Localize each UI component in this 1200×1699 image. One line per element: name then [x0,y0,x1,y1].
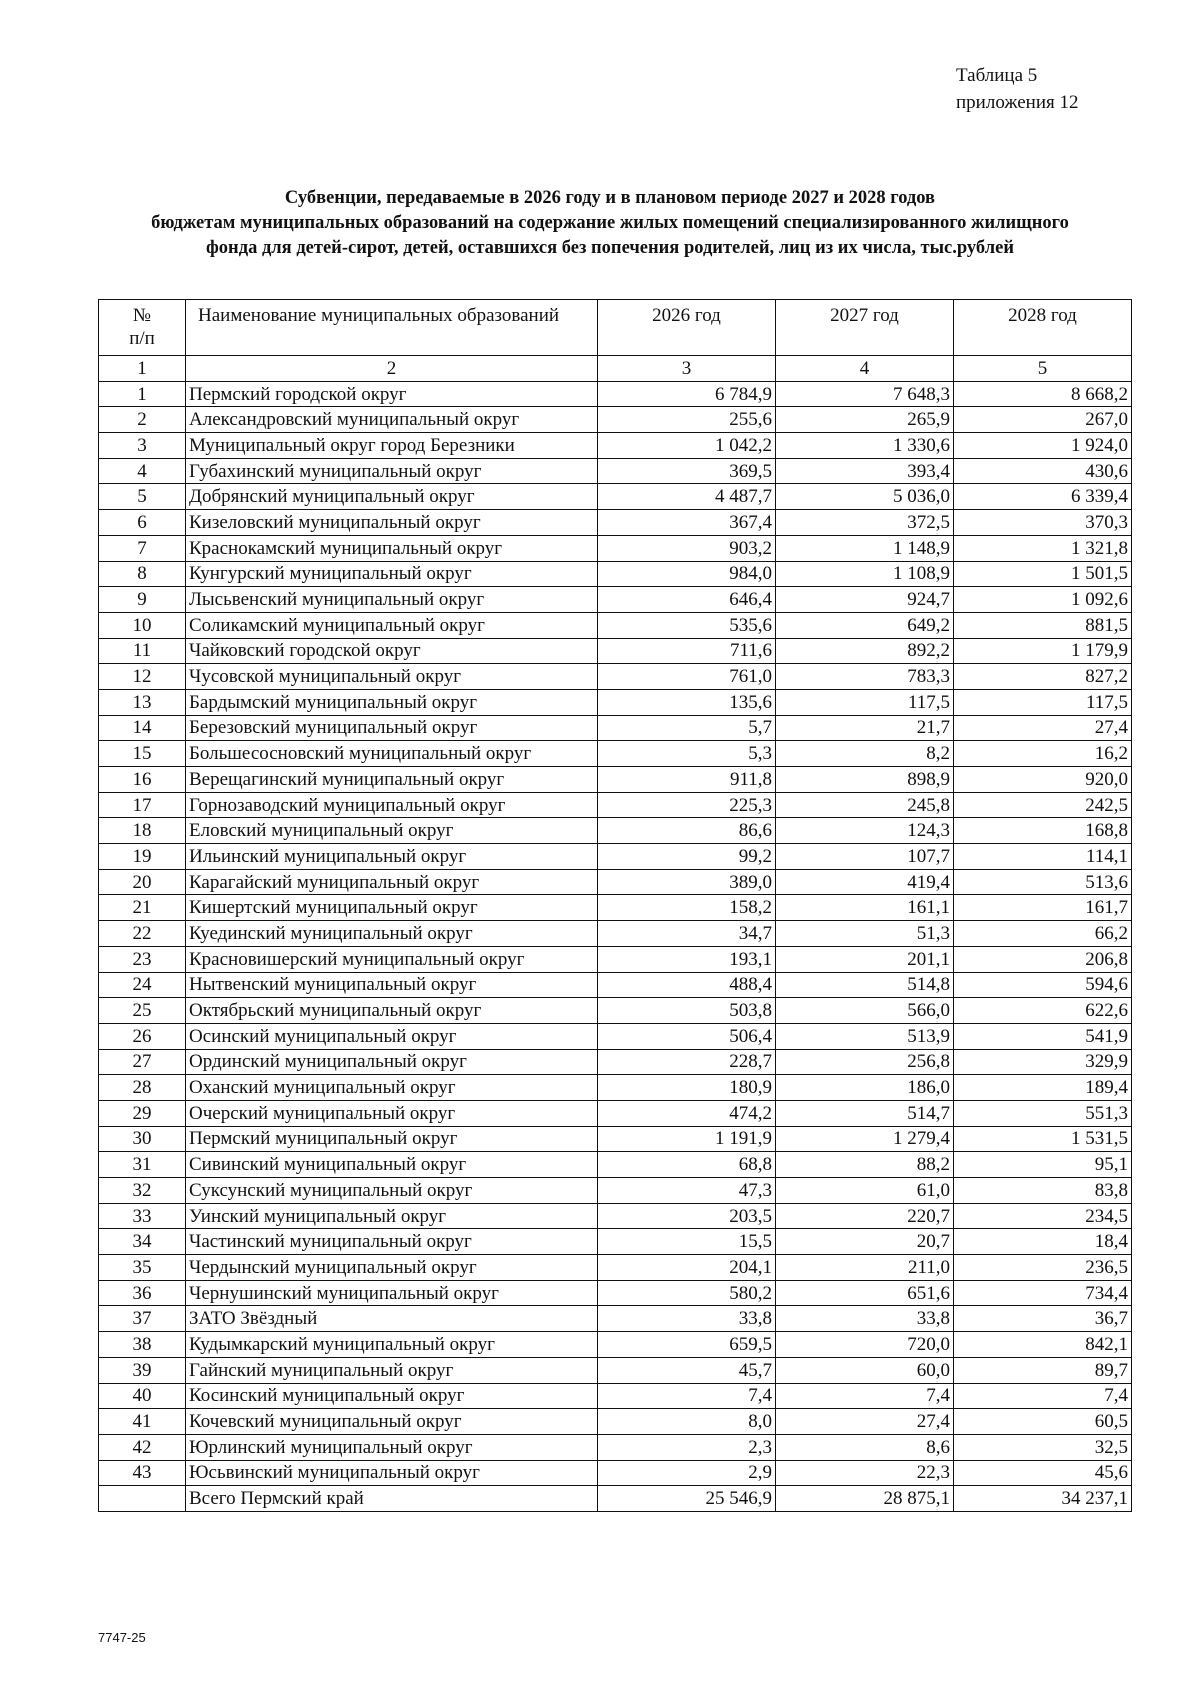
row-value-2026: 86,6 [598,818,776,844]
row-value-2028: 370,3 [954,510,1132,536]
table-row [99,1126,1132,1152]
header-number [99,300,186,356]
row-name: Кишертский муниципальный округ [186,895,598,921]
row-name: Частинский муниципальный округ [186,1229,598,1255]
row-name: Чердынский муниципальный округ [186,1255,598,1281]
row-number: 12 [99,664,186,690]
row-value-2026: 903,2 [598,535,776,561]
title-line-2: бюджетам муниципальных образований на содержание жилых помещений специализированного жилищного [151,213,1069,233]
row-value-2027: 124,3 [776,818,954,844]
column-index: 5 [954,356,1132,382]
row-number: 23 [99,946,186,972]
row-name: Нытвенский муниципальный округ [186,972,598,998]
row-value-2026: 99,2 [598,844,776,870]
row-name: Чернушинский муниципальный округ [186,1280,598,1306]
row-number: 13 [99,689,186,715]
row-value-2028: 168,8 [954,818,1132,844]
table-row [99,612,1132,638]
table-row [99,484,1132,510]
row-value-2027: 8,2 [776,741,954,767]
row-value-2026: 646,4 [598,587,776,613]
table-row [99,972,1132,998]
row-value-2026: 659,5 [598,1332,776,1358]
row-value-2027: 514,7 [776,1100,954,1126]
row-number: 2 [99,407,186,433]
row-value-2026: 255,6 [598,407,776,433]
row-number: 6 [99,510,186,536]
row-value-2026: 506,4 [598,1023,776,1049]
table-row [99,1332,1132,1358]
row-value-2027: 256,8 [776,1049,954,1075]
row-number: 1 [99,381,186,407]
row-value-2028: 1 179,9 [954,638,1132,664]
row-name: Юрлинский муниципальный округ [186,1434,598,1460]
row-value-2028: 45,6 [954,1460,1132,1486]
row-name: ЗАТО Звёздный [186,1306,598,1332]
row-name: Красновишерский муниципальный округ [186,946,598,972]
row-name: Куединский муниципальный округ [186,921,598,947]
row-value-2026: 711,6 [598,638,776,664]
row-value-2026: 474,2 [598,1100,776,1126]
row-value-2026: 1 042,2 [598,433,776,459]
row-value-2028: 1 531,5 [954,1126,1132,1152]
row-value-2028: 513,6 [954,869,1132,895]
row-value-2028: 206,8 [954,946,1132,972]
row-number: 21 [99,895,186,921]
row-value-2028: 32,5 [954,1434,1132,1460]
row-value-2026: 203,5 [598,1203,776,1229]
table-reference [956,62,1078,116]
table-body [99,300,1132,1512]
row-value-2028: 18,4 [954,1229,1132,1255]
row-value-2028: 734,4 [954,1280,1132,1306]
row-number: 9 [99,587,186,613]
row-value-2027: 211,0 [776,1255,954,1281]
row-value-2027: 27,4 [776,1409,954,1435]
row-name: Чайковский городской округ [186,638,598,664]
row-number: 19 [99,844,186,870]
row-value-2027: 28 875,1 [776,1486,954,1512]
row-name: Ординский муниципальный округ [186,1049,598,1075]
row-value-2027: 7,4 [776,1383,954,1409]
row-number: 29 [99,1100,186,1126]
header-2026: 2026 год [598,300,776,356]
row-name: Соликамский муниципальный округ [186,612,598,638]
table-row [99,1434,1132,1460]
table-number: Таблица 5 [956,65,1038,86]
row-value-2027: 1 108,9 [776,561,954,587]
row-value-2027: 7 648,3 [776,381,954,407]
row-number: 36 [99,1280,186,1306]
row-value-2026: 5,7 [598,715,776,741]
row-name: Сивинский муниципальный округ [186,1152,598,1178]
row-value-2028: 842,1 [954,1332,1132,1358]
row-number: 37 [99,1306,186,1332]
row-value-2027: 20,7 [776,1229,954,1255]
title-line-1: Субвенции, передаваемые в 2026 году и в плановом периоде 2027 и 2028 годов [284,188,936,208]
row-number: 30 [99,1126,186,1152]
table-row [99,1357,1132,1383]
row-name: Уинский муниципальный округ [186,1203,598,1229]
row-number: 18 [99,818,186,844]
table-row [99,1152,1132,1178]
row-value-2026: 5,3 [598,741,776,767]
row-number: 38 [99,1332,186,1358]
row-name: Кизеловский муниципальный округ [186,510,598,536]
row-value-2027: 33,8 [776,1306,954,1332]
row-value-2026: 4 487,7 [598,484,776,510]
row-name: Кунгурский муниципальный округ [186,561,598,587]
row-value-2027: 1 279,4 [776,1126,954,1152]
row-value-2027: 88,2 [776,1152,954,1178]
table-row [99,458,1132,484]
row-value-2027: 51,3 [776,921,954,947]
row-value-2027: 649,2 [776,612,954,638]
row-value-2026: 535,6 [598,612,776,638]
title-line-3: фонда для детей-сирот, детей, оставшихся без попечения родителей, лиц из их числа, тыс.рублей [206,238,1014,258]
row-value-2027: 8,6 [776,1434,954,1460]
row-value-2027: 107,7 [776,844,954,870]
row-name: Октябрьский муниципальный округ [186,998,598,1024]
row-number: 7 [99,535,186,561]
table-row [99,1460,1132,1486]
row-number [99,1486,186,1512]
row-value-2027: 720,0 [776,1332,954,1358]
row-value-2028: 8 668,2 [954,381,1132,407]
row-number: 8 [99,561,186,587]
row-name: Ильинский муниципальный округ [186,844,598,870]
header-number-symbol: № [132,305,152,326]
row-name: Карагайский муниципальный округ [186,869,598,895]
row-name: Оханский муниципальный округ [186,1075,598,1101]
row-value-2027: 1 330,6 [776,433,954,459]
row-value-2026: 369,5 [598,458,776,484]
row-name: Муниципальный округ город Березники [186,433,598,459]
row-value-2026: 984,0 [598,561,776,587]
table-row [99,869,1132,895]
row-value-2026: 488,4 [598,972,776,998]
row-number: 42 [99,1434,186,1460]
row-name: Верещагинский муниципальный округ [186,767,598,793]
table-row [99,689,1132,715]
table-row [99,1280,1132,1306]
row-name: Горнозаводский муниципальный округ [186,792,598,818]
row-value-2028: 6 339,4 [954,484,1132,510]
table-row [99,535,1132,561]
row-value-2027: 514,8 [776,972,954,998]
row-number: 39 [99,1357,186,1383]
table-row [99,946,1132,972]
table-row [99,1178,1132,1204]
row-number: 14 [99,715,186,741]
table-row [99,1229,1132,1255]
table-row [99,510,1132,536]
row-value-2027: 1 148,9 [776,535,954,561]
row-value-2026: 7,4 [598,1383,776,1409]
row-name: Добрянский муниципальный округ [186,484,598,510]
table-row [99,1049,1132,1075]
row-value-2027: 161,1 [776,895,954,921]
row-value-2028: 541,9 [954,1023,1132,1049]
row-value-2026: 47,3 [598,1178,776,1204]
row-number: 33 [99,1203,186,1229]
row-value-2026: 389,0 [598,869,776,895]
row-value-2026: 503,8 [598,998,776,1024]
row-value-2028: 329,9 [954,1049,1132,1075]
row-value-2026: 2,3 [598,1434,776,1460]
document-code: 7747-25 [98,1630,146,1645]
column-index: 2 [186,356,598,382]
table-row [99,1306,1132,1332]
row-name: Краснокамский муниципальный округ [186,535,598,561]
row-value-2026: 25 546,9 [598,1486,776,1512]
row-value-2028: 622,6 [954,998,1132,1024]
row-value-2028: 161,7 [954,895,1132,921]
row-number: 11 [99,638,186,664]
row-value-2026: 2,9 [598,1460,776,1486]
table-row [99,381,1132,407]
row-value-2027: 220,7 [776,1203,954,1229]
row-number: 20 [99,869,186,895]
row-name: Пермский городской округ [186,381,598,407]
row-value-2028: 1 092,6 [954,587,1132,613]
row-value-2026: 15,5 [598,1229,776,1255]
row-value-2026: 6 784,9 [598,381,776,407]
total-row [99,1486,1132,1512]
row-value-2028: 236,5 [954,1255,1132,1281]
column-index: 4 [776,356,954,382]
row-value-2027: 892,2 [776,638,954,664]
row-number: 25 [99,998,186,1024]
row-name: Очерский муниципальный округ [186,1100,598,1126]
table-row [99,1100,1132,1126]
document-title [90,186,1130,261]
subsidy-table [98,299,1132,1512]
table-row [99,741,1132,767]
row-value-2028: 430,6 [954,458,1132,484]
row-value-2026: 204,1 [598,1255,776,1281]
table-row [99,664,1132,690]
row-value-2026: 33,8 [598,1306,776,1332]
row-value-2028: 34 237,1 [954,1486,1132,1512]
row-value-2027: 5 036,0 [776,484,954,510]
table-row [99,895,1132,921]
row-value-2026: 45,7 [598,1357,776,1383]
row-value-2026: 761,0 [598,664,776,690]
row-number: 32 [99,1178,186,1204]
row-value-2026: 911,8 [598,767,776,793]
row-value-2028: 60,5 [954,1409,1132,1435]
row-value-2027: 372,5 [776,510,954,536]
row-name: Гайнский муниципальный округ [186,1357,598,1383]
row-name: Юсьвинский муниципальный округ [186,1460,598,1486]
row-value-2028: 267,0 [954,407,1132,433]
row-value-2028: 920,0 [954,767,1132,793]
row-value-2027: 22,3 [776,1460,954,1486]
row-value-2026: 8,0 [598,1409,776,1435]
row-value-2027: 651,6 [776,1280,954,1306]
row-value-2028: 117,5 [954,689,1132,715]
table-row [99,792,1132,818]
row-value-2028: 95,1 [954,1152,1132,1178]
row-value-2028: 27,4 [954,715,1132,741]
table-row [99,818,1132,844]
row-value-2026: 193,1 [598,946,776,972]
row-number: 4 [99,458,186,484]
header-2027: 2027 год [776,300,954,356]
table-row [99,998,1132,1024]
row-name: Лысьвенский муниципальный округ [186,587,598,613]
row-number: 40 [99,1383,186,1409]
column-index: 3 [598,356,776,382]
row-name: Большесосновский муниципальный округ [186,741,598,767]
row-value-2027: 61,0 [776,1178,954,1204]
row-name: Пермский муниципальный округ [186,1126,598,1152]
row-value-2028: 189,4 [954,1075,1132,1101]
table-row [99,715,1132,741]
row-name: Осинский муниципальный округ [186,1023,598,1049]
table-row [99,1023,1132,1049]
row-value-2026: 34,7 [598,921,776,947]
row-value-2028: 242,5 [954,792,1132,818]
table-header-row [99,300,1132,356]
row-number: 5 [99,484,186,510]
row-number: 27 [99,1049,186,1075]
row-value-2028: 16,2 [954,741,1132,767]
row-number: 41 [99,1409,186,1435]
row-value-2028: 83,8 [954,1178,1132,1204]
table-row [99,1075,1132,1101]
row-value-2028: 89,7 [954,1357,1132,1383]
table-row [99,1383,1132,1409]
row-value-2027: 783,3 [776,664,954,690]
row-number: 24 [99,972,186,998]
table-row [99,767,1132,793]
row-value-2026: 68,8 [598,1152,776,1178]
header-number-abbrev: п/п [129,328,155,349]
row-name: Губахинский муниципальный округ [186,458,598,484]
row-name: Бардымский муниципальный округ [186,689,598,715]
header-2028: 2028 год [954,300,1132,356]
column-index: 1 [99,356,186,382]
row-name: Кочевский муниципальный округ [186,1409,598,1435]
header-name: Наименование муниципальных образований [186,300,598,356]
table-row [99,1409,1132,1435]
row-value-2026: 228,7 [598,1049,776,1075]
table-row [99,1255,1132,1281]
row-value-2027: 566,0 [776,998,954,1024]
row-value-2028: 551,3 [954,1100,1132,1126]
table-row [99,638,1132,664]
table-row [99,587,1132,613]
table-row [99,407,1132,433]
row-value-2026: 135,6 [598,689,776,715]
row-value-2027: 419,4 [776,869,954,895]
row-value-2026: 158,2 [598,895,776,921]
row-value-2028: 66,2 [954,921,1132,947]
row-value-2027: 393,4 [776,458,954,484]
row-value-2026: 367,4 [598,510,776,536]
row-value-2028: 1 321,8 [954,535,1132,561]
row-value-2027: 201,1 [776,946,954,972]
row-value-2027: 245,8 [776,792,954,818]
row-value-2028: 114,1 [954,844,1132,870]
row-number: 31 [99,1152,186,1178]
row-number: 34 [99,1229,186,1255]
row-value-2028: 36,7 [954,1306,1132,1332]
row-value-2026: 225,3 [598,792,776,818]
row-number: 10 [99,612,186,638]
row-value-2027: 21,7 [776,715,954,741]
row-number: 22 [99,921,186,947]
row-number: 16 [99,767,186,793]
row-name: Косинский муниципальный округ [186,1383,598,1409]
row-number: 3 [99,433,186,459]
row-value-2027: 924,7 [776,587,954,613]
row-name: Александровский муниципальный округ [186,407,598,433]
row-value-2028: 7,4 [954,1383,1132,1409]
table-row [99,1203,1132,1229]
row-value-2028: 1 924,0 [954,433,1132,459]
row-value-2027: 117,5 [776,689,954,715]
row-number: 28 [99,1075,186,1101]
row-number: 17 [99,792,186,818]
row-value-2026: 1 191,9 [598,1126,776,1152]
row-value-2028: 594,6 [954,972,1132,998]
row-number: 26 [99,1023,186,1049]
row-number: 35 [99,1255,186,1281]
row-value-2028: 1 501,5 [954,561,1132,587]
row-value-2028: 827,2 [954,664,1132,690]
row-name: Чусовской муниципальный округ [186,664,598,690]
row-name: Березовский муниципальный округ [186,715,598,741]
row-name: Суксунский муниципальный округ [186,1178,598,1204]
row-value-2026: 180,9 [598,1075,776,1101]
row-value-2027: 265,9 [776,407,954,433]
row-value-2027: 60,0 [776,1357,954,1383]
row-value-2026: 580,2 [598,1280,776,1306]
table-row [99,921,1132,947]
table-row [99,433,1132,459]
row-number: 43 [99,1460,186,1486]
row-name: Еловский муниципальный округ [186,818,598,844]
column-index-row [99,356,1132,382]
row-value-2027: 186,0 [776,1075,954,1101]
row-value-2028: 234,5 [954,1203,1132,1229]
appendix-number: приложения 12 [956,92,1079,113]
row-name: Всего Пермский край [186,1486,598,1512]
table-row [99,844,1132,870]
row-number: 15 [99,741,186,767]
row-name: Кудымкарский муниципальный округ [186,1332,598,1358]
row-value-2027: 513,9 [776,1023,954,1049]
row-value-2027: 898,9 [776,767,954,793]
row-value-2028: 881,5 [954,612,1132,638]
table-row [99,561,1132,587]
